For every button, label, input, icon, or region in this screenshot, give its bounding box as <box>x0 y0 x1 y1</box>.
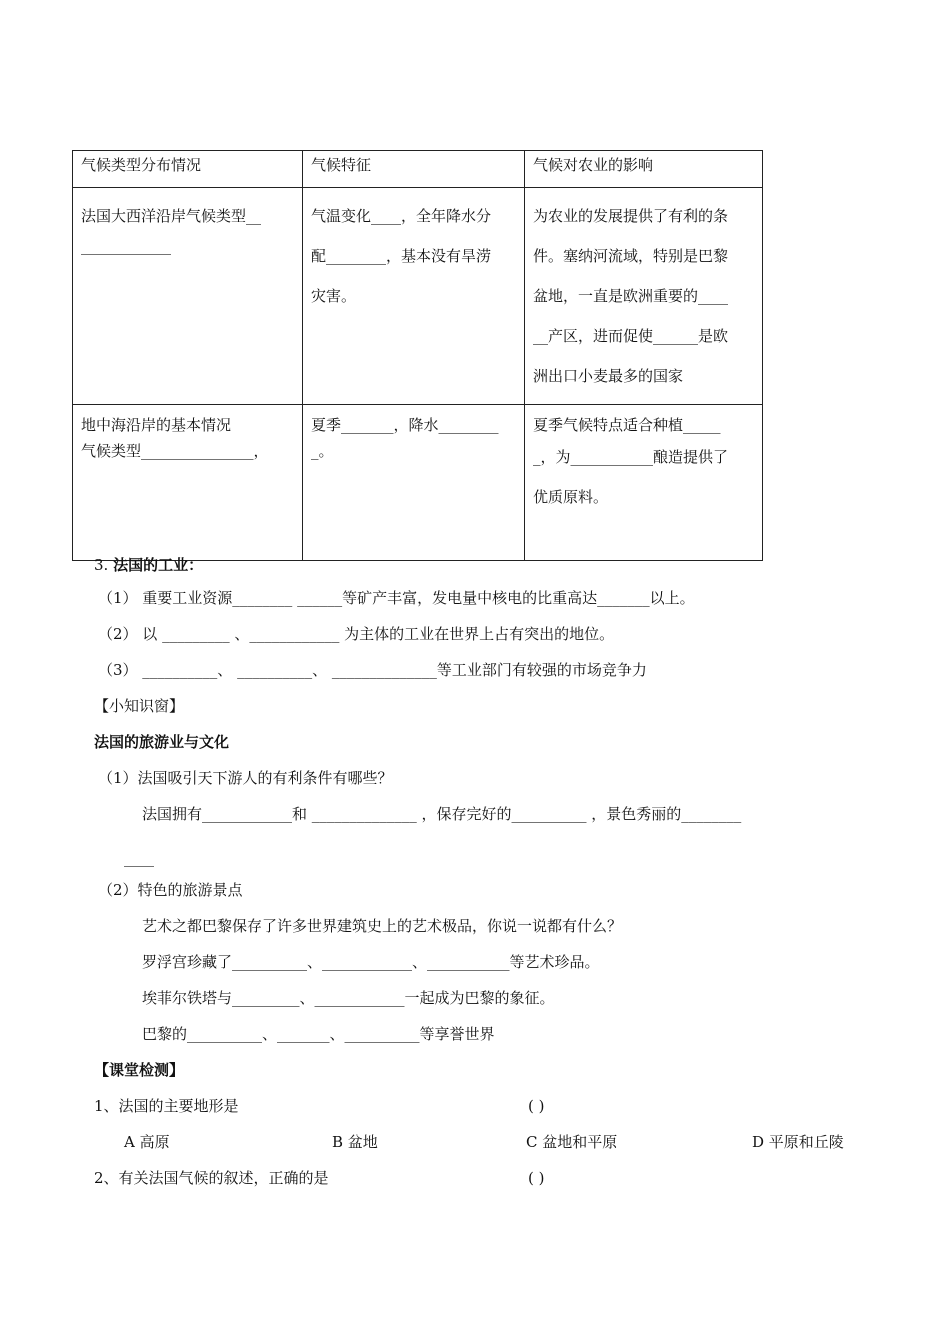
cell-text: 盆地，一直是欧洲重要的____ <box>533 287 729 305</box>
industry-item-1: （1） 重要工业资源________ ______等矿产丰富，发电量中核电的比重高达_______以上。 <box>98 589 695 607</box>
cell-text: 配________，基本没有旱涝 <box>311 247 492 265</box>
table-row <box>73 405 763 561</box>
cell-text: 灾害。 <box>311 287 357 305</box>
industry-item-3: （3） __________、 __________、 ______________等工业部门有较强的市场竞争力 <box>98 661 647 679</box>
cell-text: 夏季气候特点适合种植_____ <box>533 416 721 434</box>
cell-text: 气候类型_______________， <box>81 442 269 460</box>
cell-text: 件。塞纳河流域，特别是巴黎 <box>533 247 729 265</box>
quiz-question-1: 1、法国的主要地形是 <box>94 1097 239 1115</box>
cell-text: 洲出口小麦最多的国家 <box>533 367 684 385</box>
cell-text: 优质原料。 <box>533 488 609 506</box>
table-cell <box>73 405 303 561</box>
cell-text: _，为___________酿造提供了 <box>533 448 729 466</box>
quiz-option[interactable]: D 平原和丘陵 <box>752 1133 844 1151</box>
cell-text: _。 <box>311 442 334 460</box>
section-title: 法国的工业： <box>113 556 204 574</box>
tourism-title: 法国的旅游业与文化 <box>94 733 230 751</box>
table-cell <box>525 405 763 561</box>
table-cell <box>525 188 763 405</box>
header-cell: 气候类型分布情况 <box>73 151 303 188</box>
cell-text: 气温变化____，全年降水分 <box>311 207 492 225</box>
cell-text: 为农业的发展提供了有利的条 <box>533 207 729 225</box>
cell-text: ____________ <box>81 237 171 255</box>
tourism-question-2-line: 艺术之都巴黎保存了许多世界建筑史上的艺术极品，你说一说都有什么？ <box>142 917 623 935</box>
class-check-title: 【课堂检测】 <box>94 1061 185 1079</box>
tourism-question-2-line: 巴黎的__________、_______、__________等享誉世界 <box>142 1025 495 1043</box>
tourism-question-2: （2）特色的旅游景点 <box>98 881 243 899</box>
cell-text: __产区，进而促使______是欧 <box>533 327 729 345</box>
tourism-question-1-answer: 法国拥有____________和 ______________ ，保存完好的__________ ，景色秀丽的________ <box>142 805 742 823</box>
quiz-option[interactable]: A 高原 <box>124 1133 170 1151</box>
table-row <box>73 188 763 405</box>
quiz-option[interactable]: B 盆地 <box>332 1133 378 1151</box>
climate-table <box>72 150 763 561</box>
header-cell: 气候对农业的影响 <box>525 151 763 188</box>
tourism-question-1: （1）法国吸引天下游人的有利条件有哪些？ <box>98 769 393 787</box>
answer-paren: ( ) <box>528 1097 545 1115</box>
tourism-question-2-line: 罗浮宫珍藏了__________、____________、___________等艺术珍品。 <box>142 953 600 971</box>
table-cell <box>303 405 525 561</box>
answer-paren: ( ) <box>528 1169 545 1187</box>
quiz-question-2: 2、有关法国气候的叙述，正确的是 <box>94 1169 329 1187</box>
tourism-question-2-line: 埃菲尔铁塔与_________、____________一起成为巴黎的象征。 <box>142 989 555 1007</box>
table-header-row <box>73 151 763 188</box>
quiz-option[interactable]: C 盆地和平原 <box>526 1133 618 1151</box>
tourism-question-1-continuation: ____ <box>124 849 154 867</box>
header-cell: 气候特征 <box>303 151 525 188</box>
industry-item-2: （2） 以 _________ 、____________ 为主体的工业在世界上占有突出的地位。 <box>98 625 615 643</box>
knowledge-window-label: 【小知识窗】 <box>94 697 185 715</box>
cell-text: 地中海沿岸的基本情况 <box>81 416 232 434</box>
cell-text: 夏季_______，降水________ <box>311 416 499 434</box>
section-number: 3. <box>94 556 109 574</box>
table-cell <box>73 188 303 405</box>
table-cell <box>303 188 525 405</box>
cell-text: 法国大西洋沿岸气候类型__ <box>81 207 262 225</box>
industry-heading <box>94 555 203 575</box>
